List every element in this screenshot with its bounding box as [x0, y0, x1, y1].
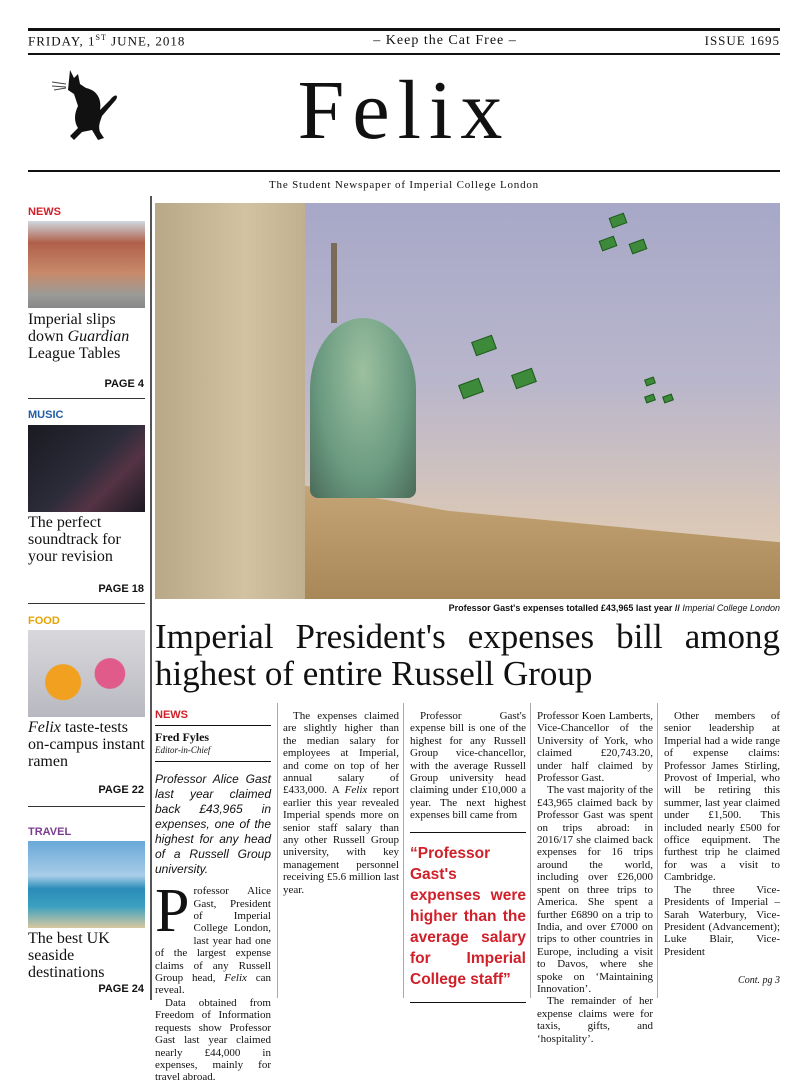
divider [410, 1002, 526, 1003]
travel-page-ref: PAGE 24 [98, 983, 144, 995]
sidebar-section-music: MUSIC [28, 409, 64, 421]
lead-photo [155, 203, 780, 599]
column-rule [403, 703, 404, 998]
masthead-title: Felix [297, 64, 511, 157]
news-story-title[interactable]: Imperial slips down Guardian League Tables [28, 311, 130, 362]
music-page-ref: PAGE 18 [98, 583, 144, 595]
divider [410, 832, 526, 833]
building-wall [155, 203, 305, 599]
rule [28, 170, 780, 172]
divider [28, 806, 145, 807]
sidebar-section-food: FOOD [28, 615, 60, 627]
rule [28, 53, 780, 55]
food-thumbnail[interactable] [28, 630, 145, 717]
issue-number: ISSUE 1695 [704, 33, 780, 48]
tagline: The Student Newspaper of Imperial College London [269, 179, 539, 191]
sidebar-divider [150, 196, 152, 1000]
author-role: Editor-in-Chief [155, 744, 211, 755]
motto: – Keep the Cat Free – [373, 33, 517, 48]
article-column-2 [283, 710, 399, 998]
divider [155, 761, 271, 762]
article-column-4 [537, 710, 653, 1045]
paragraph: The three Vice-Presidents of Imperial – Sarah Waterbury, Vice-President (Advancement); Luke Blair, Vice-President [664, 883, 780, 958]
paragraph: Data obtained from Freedom of Information requests show Professor Gast last year claimed nearly £44,000 in expenses, mainly for travel abroad. [155, 996, 271, 1084]
paragraph: The remainder of her expense claims were for taxis, gifts, and ‘hospitality’. [537, 995, 653, 1045]
food-page-ref: PAGE 22 [98, 784, 144, 796]
article-headline[interactable]: Imperial President's expenses bill among highest of entire Russell Group [155, 617, 780, 693]
food-story-title[interactable]: Felix taste-tests on-campus instant ramen [28, 719, 145, 770]
paragraph: Professor Koen Lamberts, Vice-Chancellor of the University of York, who claimed £20,743.20, under half claimed by Professor Gast. [537, 710, 653, 785]
author-name: Fred Fyles [155, 730, 210, 745]
divider [28, 603, 145, 604]
spire [331, 243, 337, 323]
divider [28, 398, 145, 399]
pull-quote: “Professor Gast's expenses were higher than the average salary for Imperial College staff” [410, 844, 526, 988]
issue-bar [28, 33, 780, 49]
dome [310, 318, 416, 498]
news-thumbnail[interactable] [28, 221, 145, 308]
column-rule [657, 703, 658, 998]
article-column-1: NEWS Fred Fyles Editor-in-Chief Professor Alice Gast last year claimed back £43,965 in expenses, one of the highest for any head of a Russell Group university. Professor Alice Gast, President of Imperial College London, last year had one of the largest expense claims of any Russell Group head, Felix can reveal. Data obtained from Freedom of Information requests show Professor Gast last year claimed nearly £44,000 in expenses, mainly for travel abroad. [155, 709, 272, 1084]
article-column-5 [664, 710, 780, 958]
column-rule [530, 703, 531, 998]
issue-date: FRIDAY, 1ST JUNE, 2018 [28, 33, 186, 49]
column-rule [277, 703, 278, 998]
sidebar-section-travel: TRAVEL [28, 826, 72, 838]
travel-thumbnail[interactable] [28, 841, 145, 928]
article-section-label: NEWS [155, 709, 188, 721]
divider [155, 725, 271, 726]
drop-cap: P [155, 877, 190, 946]
article-column-3 [410, 710, 526, 1003]
music-story-title[interactable]: The perfect soundtrack for your revision [28, 514, 121, 565]
photo-caption: Professor Gast's expenses totalled £43,965 last year // Imperial College London [448, 603, 780, 613]
top-rule [28, 28, 780, 31]
paragraph: The vast majority of the £43,965 claimed back by Professor Gast was spent on trips abroad: in 2016/17 she claimed back expenses for 16 trips around the world, including over £26,000 spent on three trips to America. She spent a further £6890 on a trip to India, and over £7000 on trips to other countries in Europe, including a visit to Davos, where she spoke on ‘Maintaining Innovation’. [537, 784, 653, 995]
paragraph: Professor Gast's expense bill is one of the highest for any Russell Group vice-chancellor, with the average Russell Group university head claiming under £10,000 a year. The next highest expenses bill came from [410, 710, 526, 822]
paragraph: The expenses claimed are slightly higher than the median salary for employees at Imperial, and come on top of her annual salary of £433,000. A Felix report earlier this year revealed Imperial spends more on senior staff salary than any other Russell Group university, with key management personnel receiving £5.6 million last year. [283, 710, 399, 896]
travel-story-title[interactable]: The best UK seaside destinations [28, 930, 110, 981]
standfirst: Professor Alice Gast last year claimed back £43,965 in expenses, one of the highest for any head of a Russell Group university. [155, 772, 271, 877]
continued-link[interactable]: Cont. pg 3 [738, 975, 780, 986]
music-thumbnail[interactable] [28, 425, 145, 512]
paragraph: Other members of senior leadership at Imperial had a wide range of expense claims: Professor James Stirling, Provost of Imperial, who will be retiring this summer, last year claimed under £1,500. This included nearly £500 for office equipment. The furthest trip he claimed for was a visit to Cambridge. [664, 710, 780, 884]
sidebar-section-news: NEWS [28, 206, 61, 218]
news-page-ref: PAGE 4 [104, 378, 144, 390]
